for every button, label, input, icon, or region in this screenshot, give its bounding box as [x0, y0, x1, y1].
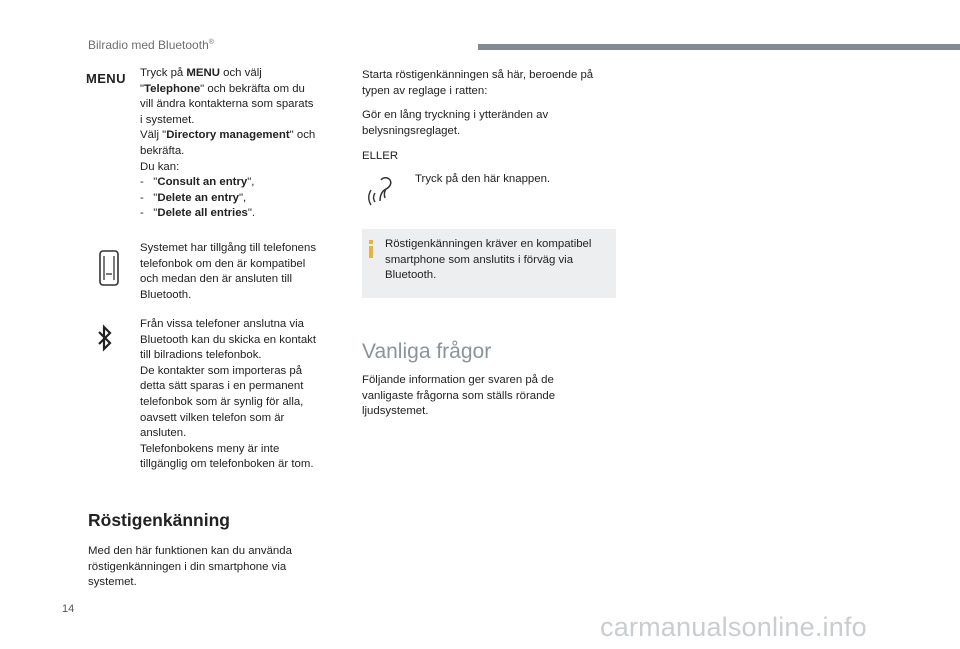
page-header-title: Bilradio med Bluetooth® — [88, 38, 214, 52]
menu-instructions — [140, 66, 355, 222]
menu-line-2: "Telephone" och bekräfta om du — [140, 82, 305, 95]
page-number: 14 — [62, 603, 75, 615]
section-title-voice-recognition: Röstigenkänning — [88, 510, 230, 530]
header-bar — [478, 44, 960, 50]
option-delete-all: - "Delete all entries". — [140, 207, 256, 220]
menu-button-icon: MENU — [86, 71, 126, 86]
bluetooth-icon — [97, 324, 113, 352]
press-button-text: Tryck på den här knappen. — [415, 173, 551, 185]
section-title-faq: Vanliga frågor — [362, 340, 492, 363]
menu-line-7: Du kan: — [140, 160, 180, 173]
menu-line-1: Tryck på MENU och välj — [140, 67, 262, 79]
option-delete-entry: - "Delete an entry", — [140, 191, 247, 204]
phonebook-access-text: Systemet har tillgång till telefonens telefonbok om den är kompatibel och medan den är ansluten till Bluetooth. — [140, 242, 317, 301]
or-text: ELLER — [362, 150, 399, 162]
mobile-phone-icon — [99, 250, 119, 286]
menu-line-5: Välj "Directory management" och — [140, 129, 316, 142]
voice-command-icon — [366, 177, 400, 207]
info-box-text: Röstigenkänningen kräver en kompatibel smartphone som anslutits i förväg via Bluetooth. — [385, 238, 592, 282]
info-icon — [369, 240, 373, 256]
bluetooth-contacts-text: Från vissa telefoner anslutna via Bluetooth kan du skicka en kontakt till bilradions telefonbok. De kontakter som importeras på detta sätt sparas i en permanent telefonbok som är synlig för alla, oavsett vilken telefon som är ansluten. Telefonbokens meny är inte tillgänglig om telefonboken är tom. — [140, 318, 317, 471]
option-consult-entry: - "Consult an entry", — [140, 176, 255, 189]
faq-text: Följande information ger svaren på de vanligaste frågorna som ställs rörande ljudsystemet. — [362, 374, 556, 418]
menu-line-3: vill ändra kontakterna som sparats — [140, 98, 314, 111]
registered-mark: ® — [208, 39, 214, 46]
menu-line-4: i systemet. — [140, 113, 195, 126]
menu-line-6: bekräfta. — [140, 144, 185, 157]
long-press-text: Gör en lång tryckning i ytteränden av belysningsreglaget. — [362, 109, 549, 137]
voice-intro-text: Starta röstigenkänningen så här, beroende på typen av reglage i ratten: — [362, 69, 594, 97]
watermark: carmanualsonline.info — [600, 612, 867, 642]
voice-recognition-text: Med den här funktionen kan du använda röstigenkänningen i din smartphone via systemet. — [88, 545, 292, 589]
